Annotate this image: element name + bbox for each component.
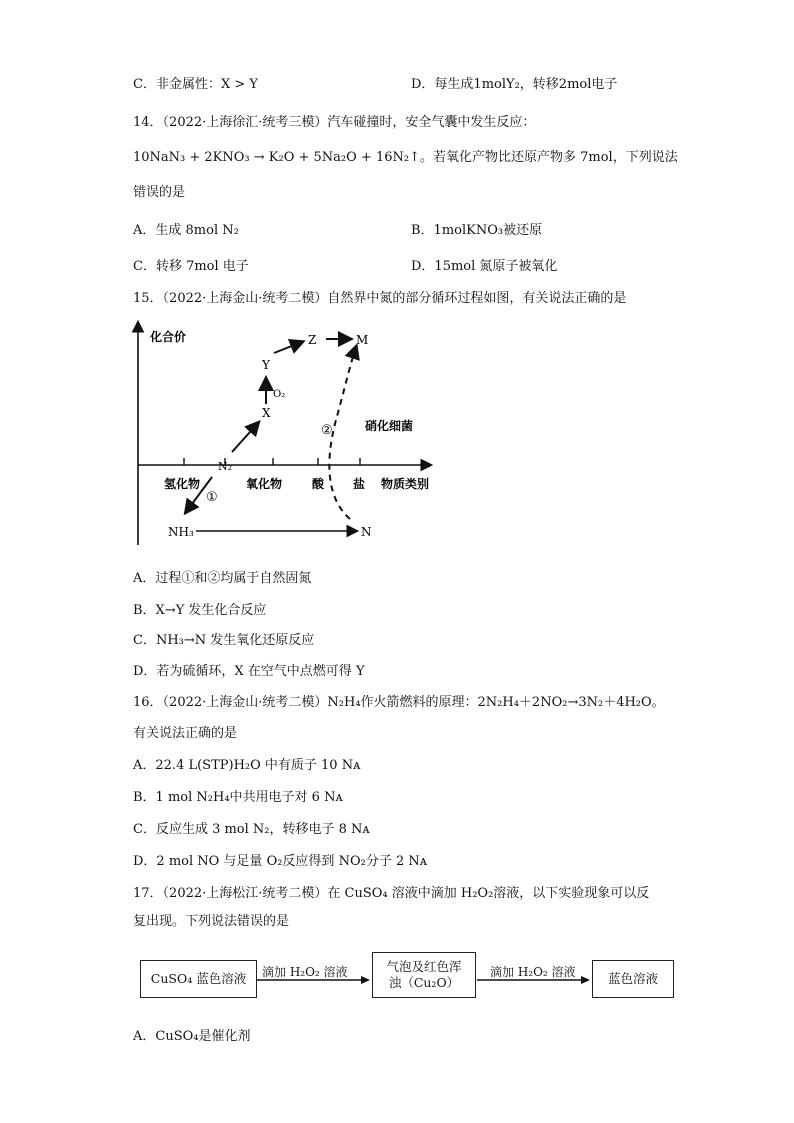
q16-option-a: A．22.4 L(STP)H₂O 中有质子 10 Nᴀ <box>133 758 361 773</box>
q13-option-d: D．每生成1molY₂，转移2mol电子 <box>411 77 618 92</box>
o2-label: O₂ <box>273 389 286 400</box>
point-nh3: NH₃ <box>168 525 194 539</box>
arrow-y-to-z <box>274 342 302 353</box>
flow-box-precipitate-line2: 浊（Cu₂O） <box>388 975 460 990</box>
q14-option-b: B．1molKNO₃被还原 <box>411 223 543 238</box>
q15-option-c: C．NH₃→N 发生氧化还原反应 <box>133 633 315 648</box>
q16-option-b: B．1 mol N₂H₄中共用电子对 6 Nᴀ <box>133 790 343 805</box>
q14-equation: 10NaN₃ + 2KNO₃ → K₂O + 5Na₂O + 16N₂↑ <box>133 150 420 165</box>
flow-box-precipitate-line1: 气泡及红色浑 <box>386 959 462 974</box>
flow-arrow-label-2: 滴加 H₂O₂ 溶液 <box>490 965 576 979</box>
category-acid: 酸 <box>312 477 325 491</box>
q16-option-c: C．反应生成 3 mol N₂，转移电子 8 Nᴀ <box>133 822 370 837</box>
flow-box-blue-solution: 蓝色溶液 <box>592 960 674 998</box>
arrow-n2-to-x <box>232 423 258 452</box>
q17-stem: 17．（2022·上海松江·统考二模）在 CuSO₄ 溶液中滴加 H₂O₂溶液，以下实验现象可以反 <box>133 886 650 901</box>
q14-equation-line <box>133 146 678 165</box>
flow-box-cuso4: CuSO₄ 蓝色溶液 <box>140 960 257 998</box>
q14-stem-cont: 。若氧化产物比还原产物多 7mol，下列说法 <box>419 150 678 165</box>
y-axis-label: 化合价 <box>150 330 187 344</box>
q14-option-d: D．15mol 氮原子被氧化 <box>411 259 558 274</box>
category-hydride: 氢化物 <box>164 477 201 491</box>
q14-option-a: A．生成 8mol N₂ <box>133 223 239 238</box>
q15-option-a: A．过程①和②均属于自然固氮 <box>133 571 312 586</box>
circle-2-label: ② <box>321 423 333 438</box>
q17-option-a: A．CuSO₄是催化剂 <box>133 1029 251 1044</box>
flow-arrow-label-1: 滴加 H₂O₂ 溶液 <box>262 965 348 979</box>
q15-option-d: D．若为硫循环，X 在空气中点燃可得 Y <box>133 664 365 679</box>
flow-arrow-1 <box>257 975 371 985</box>
point-n: N <box>361 525 372 539</box>
q16-stem: 16．（2022·上海金山·统考二模）N₂H₄作火箭燃料的原理：2N₂H₄＋2NO₂→3N₂＋4H₂O。 <box>133 695 665 710</box>
q15-option-b: B．X→Y 发生化合反应 <box>133 603 267 618</box>
category-salt: 盐 <box>353 477 366 491</box>
q16-stem-end: 有关说法正确的是 <box>133 726 238 741</box>
nitrogen-cycle-diagram <box>128 315 448 555</box>
q15-stem: 15．（2022·上海金山·统考二模）自然界中氮的部分循环过程如图，有关说法正确的是 <box>133 291 627 306</box>
circle-1-label: ① <box>206 490 218 505</box>
flow-box-precipitate <box>372 952 476 998</box>
point-z: Z <box>308 333 317 347</box>
point-y: Y <box>262 358 270 372</box>
flow-arrow-2 <box>477 975 591 985</box>
q13-option-c: C．非金属性：X > Y <box>133 77 258 92</box>
point-n2: N₂ <box>218 460 233 473</box>
q14-stem: 14．（2022·上海徐汇·统考三模）汽车碰撞时，安全气囊中发生反应： <box>133 115 536 130</box>
q14-option-c: C．转移 7mol 电子 <box>133 259 249 274</box>
q16-option-d: D．2 mol NO 与足量 O₂反应得到 NO₂分子 2 Nᴀ <box>133 854 428 869</box>
x-axis-label: 物质类别 <box>381 477 430 491</box>
q14-stem-end: 错误的是 <box>133 185 186 200</box>
point-x: X <box>262 406 271 420</box>
category-oxide: 氧化物 <box>246 477 283 491</box>
dashed-arrow-n-to-m <box>329 347 356 519</box>
q17-stem-end: 复出现。下列说法错误的是 <box>133 914 290 929</box>
bacteria-label: 硝化细菌 <box>365 419 414 433</box>
point-m: M <box>356 333 369 347</box>
